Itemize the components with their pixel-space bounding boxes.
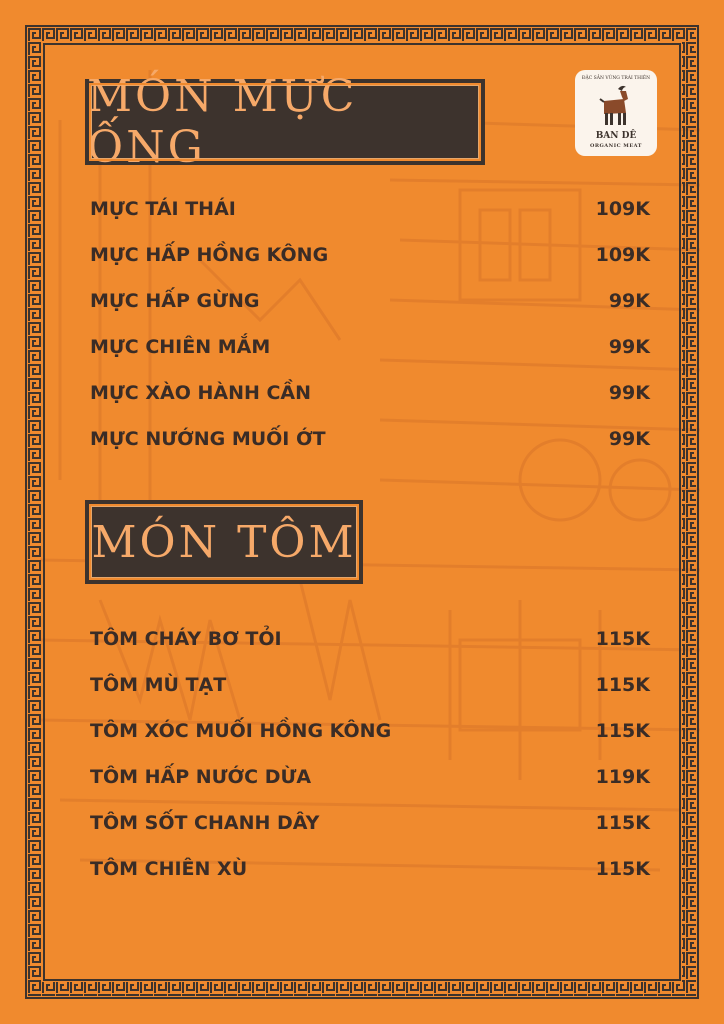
menu-item — [90, 324, 650, 370]
item-price: 115K — [595, 674, 650, 696]
menu-item — [90, 370, 650, 416]
menu-item — [90, 662, 650, 708]
menu-item — [90, 232, 650, 278]
item-price: 99K — [608, 336, 650, 358]
item-name: MỰC HẤP HỒNG KÔNG — [90, 244, 329, 266]
section-title-squid: MÓN MỰC ỐNG — [85, 79, 485, 165]
menu-list-shrimp — [90, 616, 650, 892]
item-name: TÔM SỐT CHANH DÂY — [90, 812, 320, 834]
item-price: 115K — [595, 812, 650, 834]
item-price: 119K — [595, 766, 650, 788]
item-name: TÔM MÙ TẠT — [90, 674, 227, 696]
item-price: 115K — [595, 628, 650, 650]
menu-item — [90, 800, 650, 846]
item-name: MỰC CHIÊN MẮM — [90, 336, 271, 358]
menu-item — [90, 186, 650, 232]
item-price: 99K — [608, 428, 650, 450]
menu-item — [90, 278, 650, 324]
goat-icon — [596, 83, 636, 129]
item-price: 109K — [595, 244, 650, 266]
item-name: TÔM HẤP NƯỚC DỪA — [90, 766, 312, 788]
item-name: TÔM CHIÊN XÙ — [90, 858, 248, 880]
menu-item — [90, 708, 650, 754]
menu-item — [90, 846, 650, 892]
item-price: 99K — [608, 382, 650, 404]
menu-item — [90, 616, 650, 662]
brand-logo — [575, 70, 657, 156]
item-price: 109K — [595, 198, 650, 220]
item-name: MỰC HẤP GỪNG — [90, 290, 260, 312]
menu-item — [90, 416, 650, 462]
logo-name: BAN DÊ — [595, 131, 637, 141]
item-name: TÔM XÓC MUỐI HỒNG KÔNG — [90, 720, 392, 742]
item-name: MỰC TÁI THÁI — [90, 198, 236, 220]
item-name: MỰC NƯỚNG MUỐI ỚT — [90, 428, 326, 450]
menu-item — [90, 754, 650, 800]
logo-top-text: ĐẶC SẢN VÙNG TRÁI THIÊN — [581, 76, 651, 81]
item-price: 115K — [595, 858, 650, 880]
menu-list-squid — [90, 186, 650, 462]
logo-tagline: ORGANIC MEAT — [590, 143, 642, 149]
item-price: 115K — [595, 720, 650, 742]
item-name: TÔM CHÁY BƠ TỎI — [90, 628, 282, 650]
item-name: MỰC XÀO HÀNH CẦN — [90, 382, 312, 404]
item-price: 99K — [608, 290, 650, 312]
section-title-shrimp: MÓN TÔM — [85, 500, 363, 584]
